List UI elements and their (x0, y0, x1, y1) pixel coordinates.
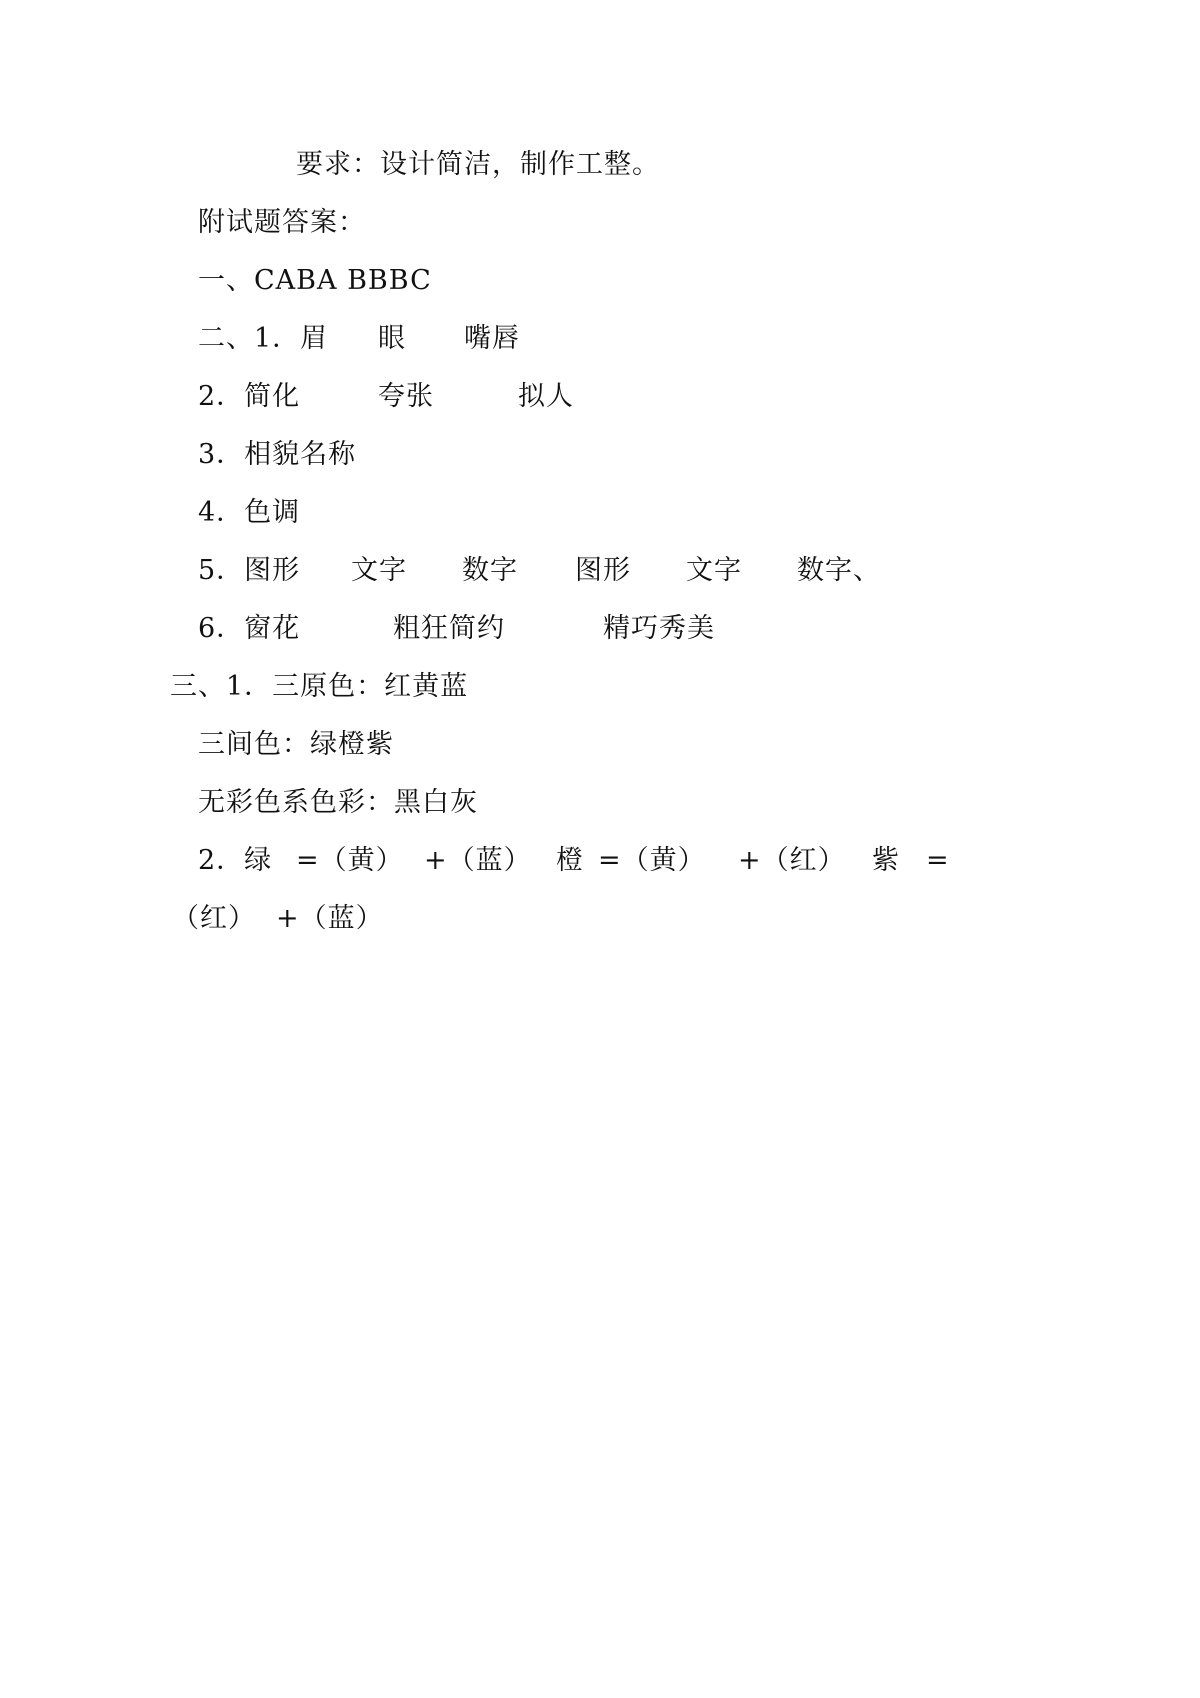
part2-q6-answer: 精巧秀美 (603, 613, 715, 644)
part2-q5-answer: 文字 (351, 555, 407, 586)
part3-q2-continuation (172, 902, 412, 936)
part2-q5-line (198, 554, 918, 588)
part2-q5-answer: 数字 (462, 555, 518, 586)
requirement-line: 要求：设计简洁，制作工整。 (296, 149, 660, 180)
part2-q1-line (198, 322, 598, 356)
part2-q6-line (198, 612, 758, 646)
part2-q5-answer: 图形 (575, 555, 631, 586)
part3-q2-term: 橙 (556, 845, 584, 876)
part2-q2-answer: 2．简化 (198, 381, 301, 412)
part2-q1-answer: 嘴唇 (464, 323, 520, 354)
part2-q5-answer: 文字 (686, 555, 742, 586)
part2-q6-answer: 6．窗花 (198, 613, 301, 644)
part2-q2-answer: 拟人 (518, 381, 574, 412)
part3-q2-term: = (926, 845, 950, 876)
part3-q2-term: +（蓝） (276, 903, 384, 934)
part3-q1-primary: 三、1．三原色：红黄蓝 (170, 671, 469, 702)
part2-q1-answer: 眼 (378, 323, 406, 354)
part3-q2-term: =（黄） (296, 845, 404, 876)
answers-title: 附试题答案： (198, 207, 366, 238)
part3-q2-term: +（红） (738, 845, 846, 876)
part2-q5-answer: 5．图形 (198, 555, 301, 586)
part2-q2-line (198, 380, 618, 414)
part3-q1-achromatic: 无彩色系色彩：黑白灰 (198, 787, 478, 818)
part2-q3-line: 3．相貌名称 (198, 439, 357, 470)
part3-q2-term: +（蓝） (424, 845, 532, 876)
part1-answers: 一、CABA BBBC (198, 265, 432, 296)
part2-q1-answer: 二、1．眉 (198, 323, 329, 354)
part3-q1-secondary: 三间色：绿橙紫 (198, 729, 394, 760)
part2-q2-answer: 夸张 (378, 381, 434, 412)
part3-q2-term: 紫 (872, 845, 900, 876)
part3-q2-term: （红） (172, 903, 256, 934)
part3-q2-line (198, 844, 958, 878)
part3-q2-term: 2．绿 (198, 845, 273, 876)
part2-q5-answer: 数字、 (797, 555, 881, 586)
part2-q6-answer: 粗狂简约 (393, 613, 505, 644)
part3-q2-term: =（黄） (598, 845, 706, 876)
part2-q4-line: 4．色调 (198, 497, 301, 528)
